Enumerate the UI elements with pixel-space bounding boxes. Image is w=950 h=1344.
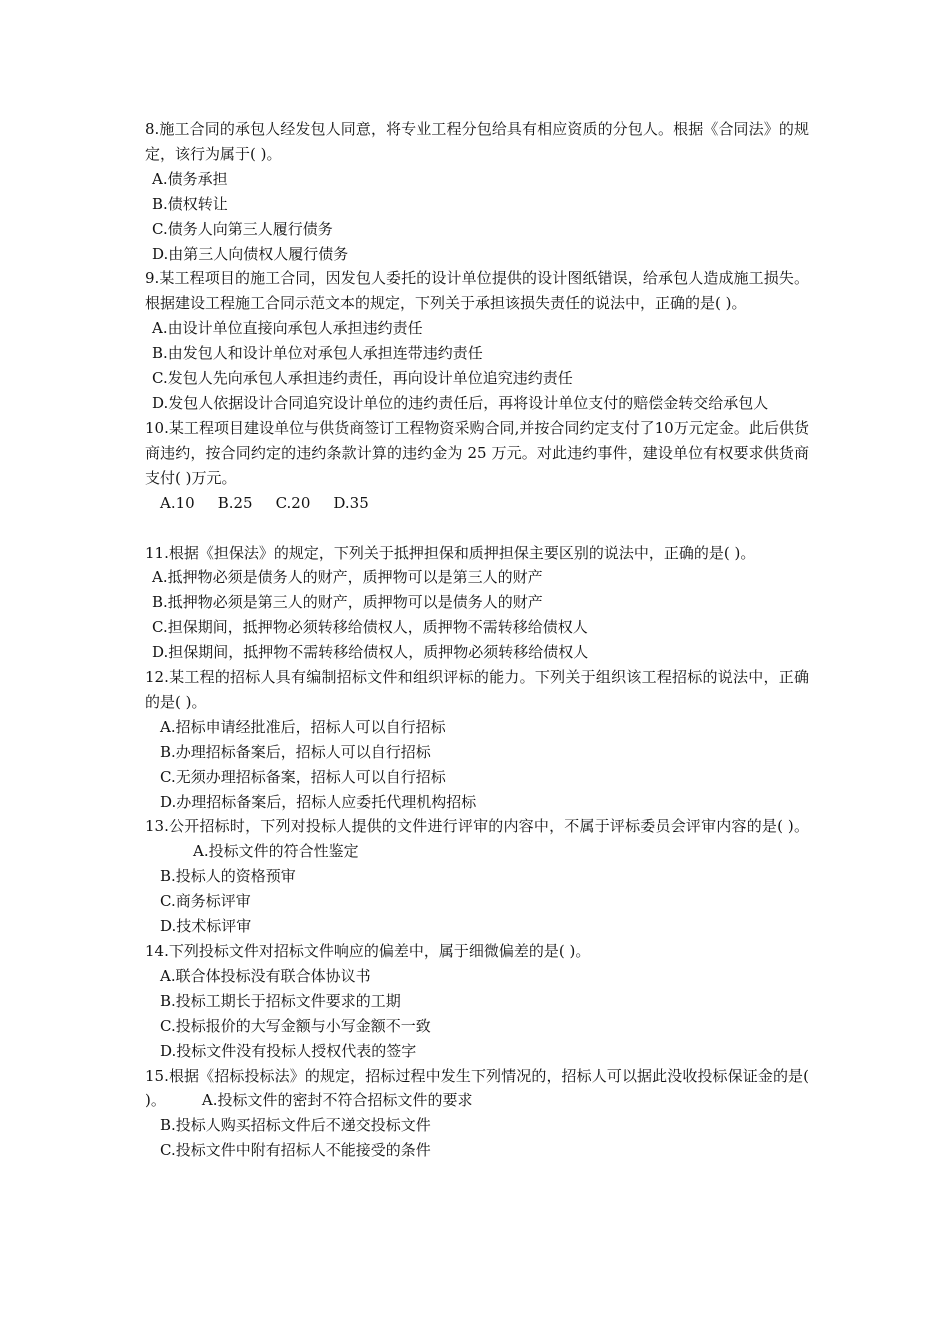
option-d: D.由第三人向债权人履行债务 xyxy=(152,244,349,263)
option-a: A.10 xyxy=(160,493,195,512)
option-a: A.投标文件的密封不符合招标文件的要求 xyxy=(201,1091,473,1110)
question-8 xyxy=(145,117,809,266)
option-b: B.债权转让 xyxy=(152,194,228,213)
option-c: C.20 xyxy=(275,493,311,512)
option-c: C.债务人向第三人履行债务 xyxy=(152,219,333,238)
question-stem: 11.根据《担保法》的规定，下列关于抵押担保和质押担保主要区别的说法中，正确的是( )。 xyxy=(145,543,756,562)
inline-options xyxy=(145,491,809,516)
option-b: B.办理招标备案后，招标人可以自行招标 xyxy=(160,742,431,761)
option-a: A.招标申请经批准后，招标人可以自行招标 xyxy=(160,717,446,736)
question-9 xyxy=(145,266,809,415)
option-d: D.技术标评审 xyxy=(160,917,252,936)
option-c: C.投标报价的大写金额与小写金额不一致 xyxy=(160,1016,431,1035)
option-a: A.联合体投标没有联合体协议书 xyxy=(160,966,371,985)
option-c: C.无须办理招标备案，招标人可以自行招标 xyxy=(160,767,446,786)
question-13 xyxy=(145,814,809,939)
option-c: C.投标文件中附有招标人不能接受的条件 xyxy=(160,1141,431,1160)
question-stem: 13.公开招标时，下列对投标人提供的文件进行评审的内容中，不属于评标委员会评审内容的是( )。 xyxy=(145,817,809,836)
question-11 xyxy=(145,541,809,666)
option-c: C.担保期间，抵押物必须转移给债权人，质押物不需转移给债权人 xyxy=(152,618,588,637)
option-b: B.25 xyxy=(217,493,253,512)
question-stem: 10.某工程项目建设单位与供货商签订工程物资采购合同,并按合同约定支付了10万元定金。此后供货商违约，按合同约定的违约条款计算的违约金为 25 万元。对此违约事件，建设单位有权要求供货商支付( )万元。 xyxy=(145,418,809,487)
option-d: D.担保期间，抵押物不需转移给债权人，质押物必须转移给债权人 xyxy=(152,643,589,662)
option-b: B.由发包人和设计单位对承包人承担连带违约责任 xyxy=(152,344,483,363)
question-12 xyxy=(145,665,809,814)
question-stem: 12.某工程的招标人具有编制招标文件和组织评标的能力。下列关于组织该工程招标的说法中，正确的是( )。 xyxy=(145,668,809,711)
option-a: A.投标文件的符合性鉴定 xyxy=(193,842,359,861)
option-c: C.发包人先向承包人承担违约责任，再向设计单位追究违约责任 xyxy=(152,369,573,388)
question-15 xyxy=(145,1064,809,1164)
option-a: A.由设计单位直接向承包人承担违约责任 xyxy=(152,319,423,338)
option-a: A.债务承担 xyxy=(152,169,228,188)
question-stem: 14.下列投标文件对招标文件响应的偏差中，属于细微偏差的是( )。 xyxy=(145,942,591,960)
option-a: A.抵押物必须是债务人的财产，质押物可以是第三人的财产 xyxy=(152,568,543,587)
option-d: D.投标文件没有投标人授权代表的签字 xyxy=(160,1041,417,1060)
question-10 xyxy=(145,416,809,516)
question-stem-with-first-option xyxy=(145,1064,809,1114)
option-d: D.发包人依据设计合同追究设计单位的违约责任后，再将设计单位支付的赔偿金转交给承包人 xyxy=(152,393,769,412)
question-list xyxy=(145,117,809,1163)
option-b: B.投标人购买招标文件后不递交投标文件 xyxy=(160,1116,431,1135)
option-c: C.商务标评审 xyxy=(160,892,251,911)
question-14 xyxy=(145,939,809,1064)
question-stem-with-first-option xyxy=(145,814,809,864)
option-b: B.投标人的资格预审 xyxy=(160,867,296,886)
question-stem: 15.根据《招标投标法》的规定，招标过程中发生下列情况的，招标人可以据此没收投标保证金的是( )。 xyxy=(145,1066,809,1110)
option-d: D.35 xyxy=(333,493,369,512)
blank-line xyxy=(145,516,809,541)
question-stem: 8.施工合同的承包人经发包人同意，将专业工程分包给具有相应资质的分包人。根据《合同法》的规定，该行为属于( )。 xyxy=(145,120,809,163)
option-b: B.投标工期长于招标文件要求的工期 xyxy=(160,991,401,1010)
option-d: D.办理招标备案后，招标人应委托代理机构招标 xyxy=(160,792,477,811)
option-b: B.抵押物必须是第三人的财产，质押物可以是债务人的财产 xyxy=(152,593,543,612)
question-stem: 9.某工程项目的施工合同，因发包人委托的设计单位提供的设计图纸错误，给承包人造成施工损失。根据建设工程施工合同示范文本的规定，下列关于承担该损失责任的说法中，正确的是( )。 xyxy=(145,269,809,313)
